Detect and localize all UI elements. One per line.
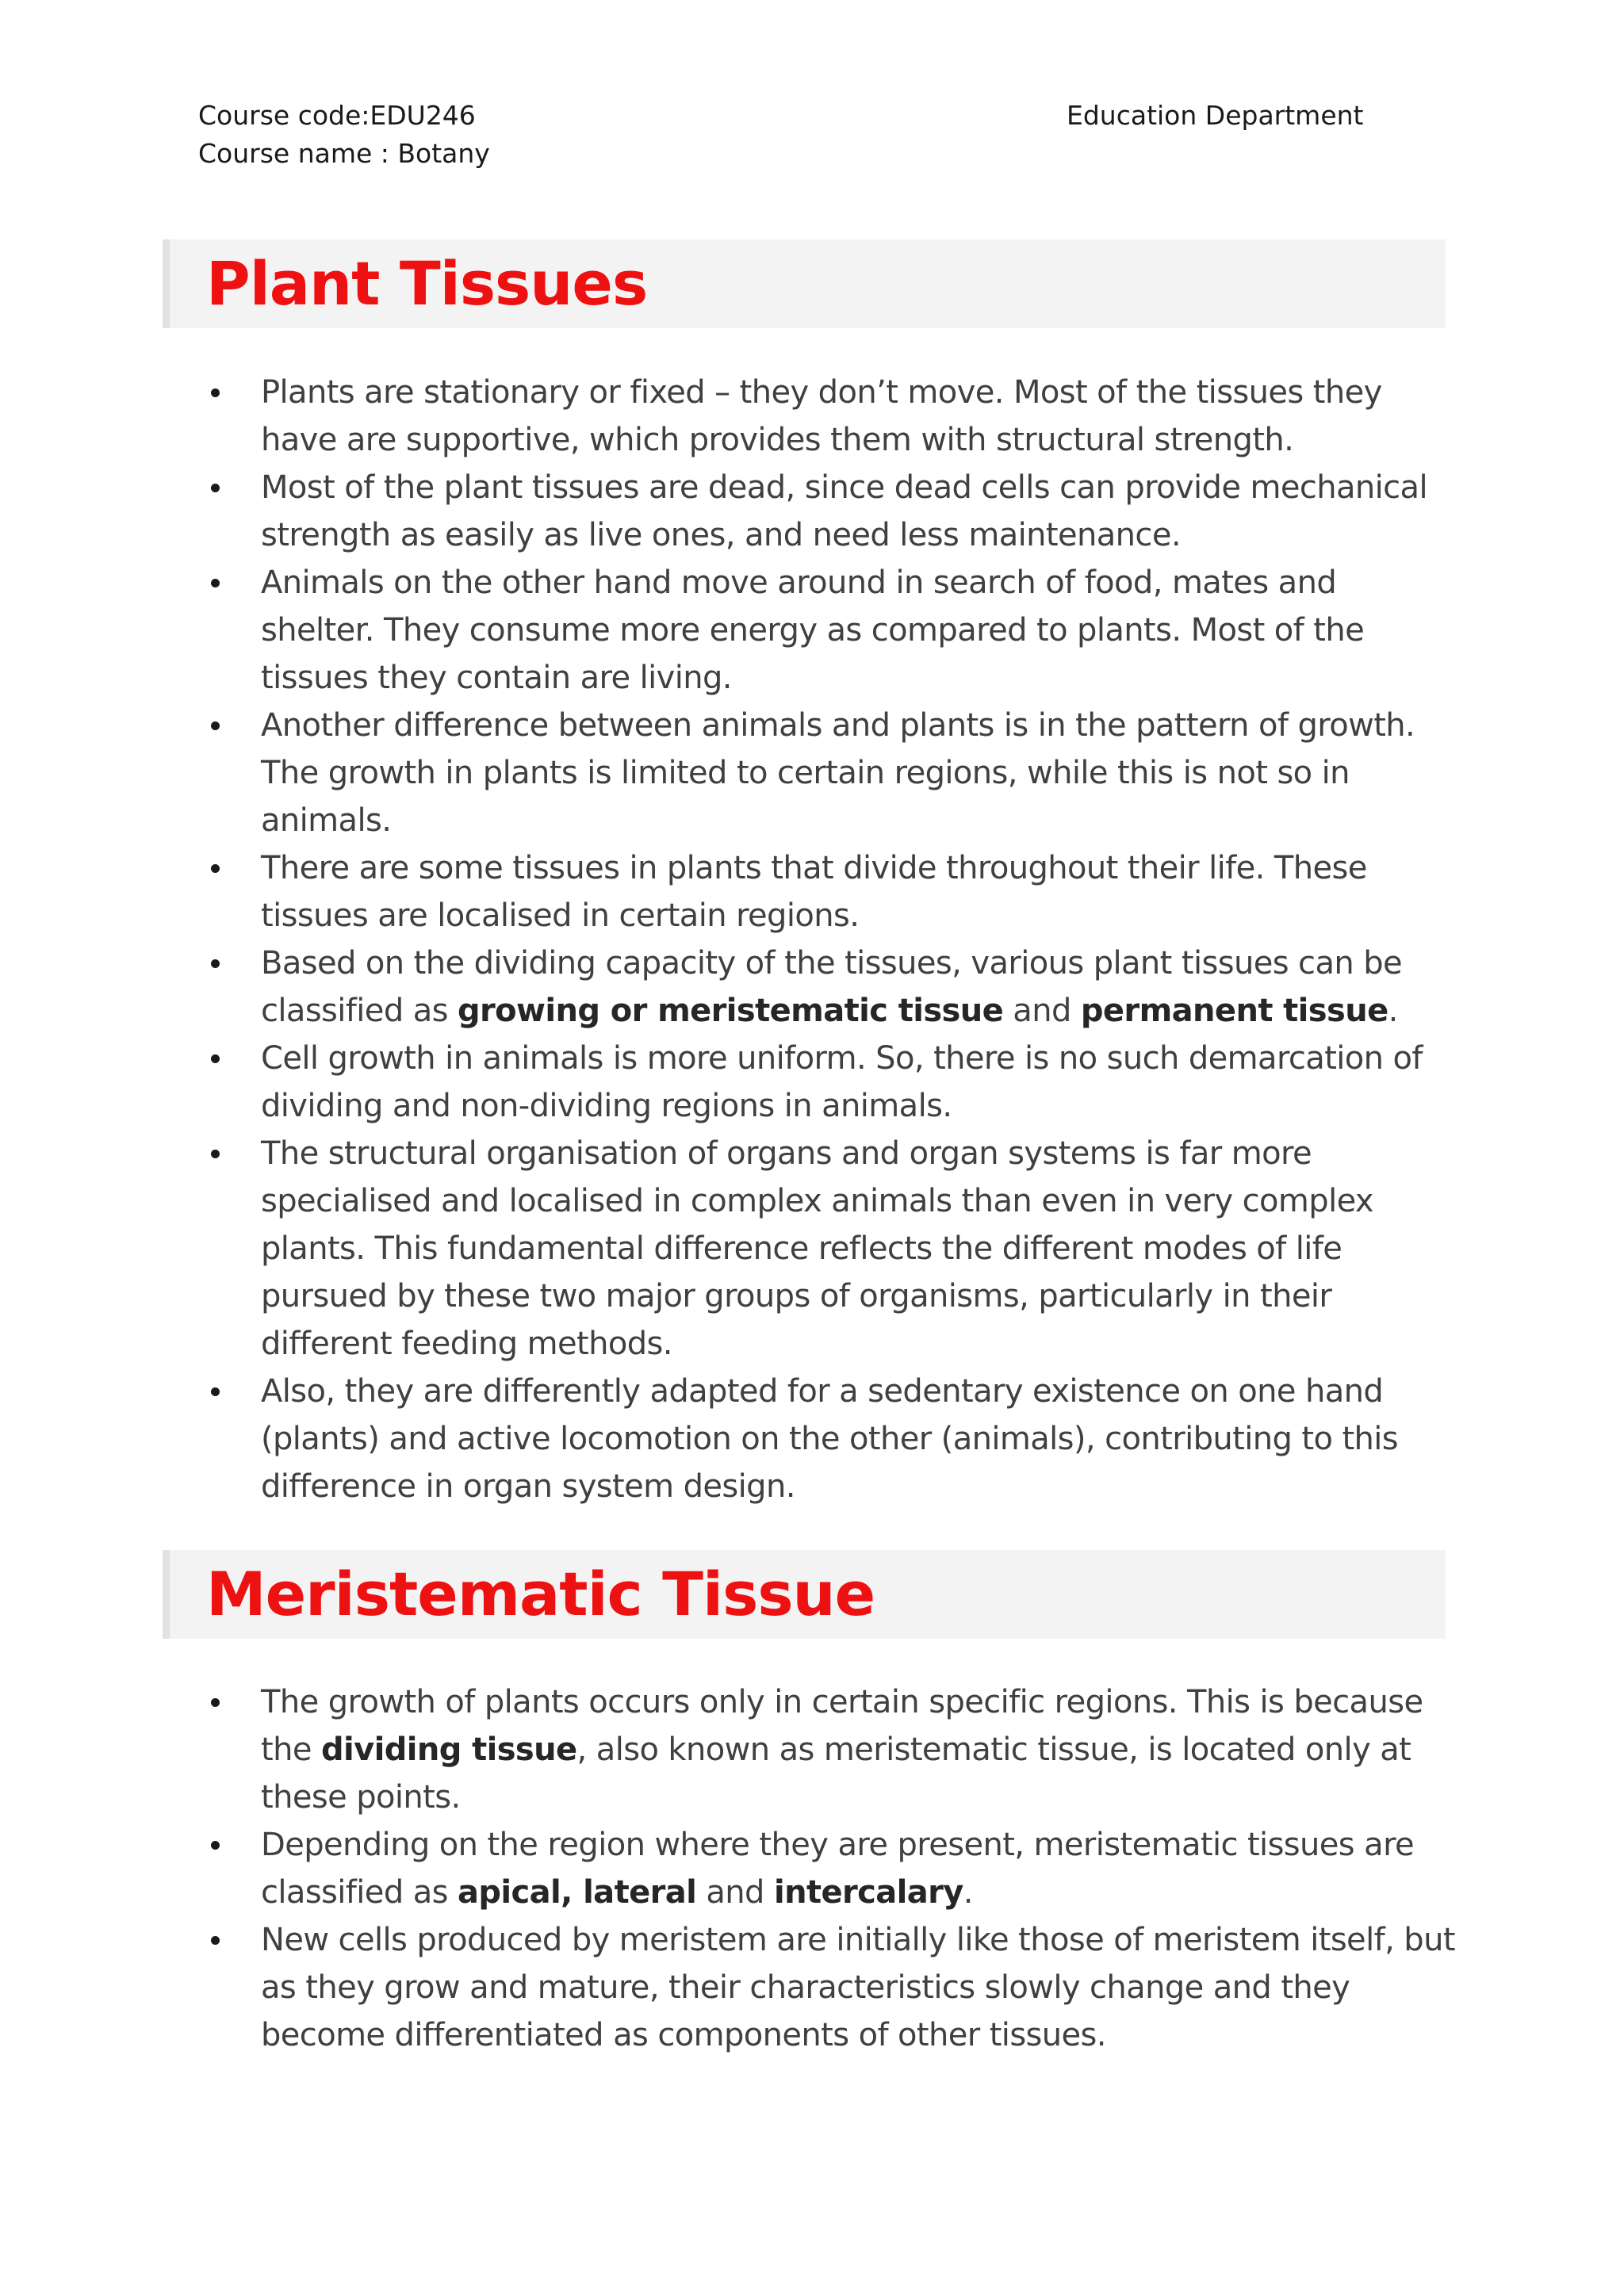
list-item-text: .: [963, 1874, 973, 1911]
list-item: [198, 1368, 1459, 1510]
list-item-text: Plants are stationary or fixed – they don’t move. Most of the tissues they have are supportive, which provides them with structural strength.: [261, 374, 1382, 458]
bullet-dot-icon: [211, 484, 220, 492]
list-item-text: Animals on the other hand move around in search of food, mates and shelter. They consume more energy as compared to plants. Most of the tissues they contain are living.: [261, 564, 1365, 696]
bullet-dot-icon: [211, 1054, 220, 1063]
list-item-text: Another difference between animals and plants is in the pattern of growth. The growth in plants is limited to certain regions, while this is not so in animals.: [261, 707, 1415, 839]
bullet-dot-icon: [211, 959, 220, 968]
section-heading-band: [163, 1550, 1446, 1639]
list-item-text: Cell growth in animals is more uniform. So, there is no such demarcation of dividing and non-dividing regions in animals.: [261, 1040, 1423, 1124]
list-item-text: .: [1388, 993, 1398, 1029]
bold-term: intercalary: [773, 1874, 963, 1911]
bullet-list: [198, 1678, 1459, 2059]
bold-term: growing or meristematic tissue: [458, 993, 1004, 1029]
bullet-dot-icon: [211, 388, 220, 397]
bullet-dot-icon: [211, 864, 220, 873]
list-item: [198, 1678, 1459, 1821]
bullet-dot-icon: [211, 1698, 220, 1707]
list-item-text: , also known as meristematic tissue, is located only at these points.: [261, 1732, 1411, 1816]
list-item: [198, 1035, 1459, 1130]
department-name: Education Department: [1067, 100, 1364, 131]
list-item-text: Most of the plant tissues are dead, since dead cells can provide mechanical strength as easily as live ones, and need less maintenance.: [261, 469, 1427, 553]
list-item-text: Depending on the region where they are present, meristematic tissues are classified as: [261, 1827, 1415, 1911]
list-item: [198, 1916, 1459, 2059]
list-item-text: The growth of plants occurs only in certain specific regions. This is because the: [261, 1684, 1423, 1768]
section-title: Plant Tissues: [206, 248, 648, 319]
bullet-list: [198, 369, 1459, 1510]
list-item: [198, 1821, 1459, 1916]
list-item-text: There are some tissues in plants that divide throughout their life. These tissues are localised in certain regions.: [261, 850, 1367, 934]
list-item: [198, 939, 1459, 1035]
course-info: [198, 97, 490, 173]
section-title: Meristematic Tissue: [206, 1559, 875, 1629]
bold-term: permanent tissue: [1080, 993, 1388, 1029]
list-item: [198, 559, 1459, 702]
bullet-dot-icon: [211, 1936, 220, 1945]
course-name: Course name : Botany: [198, 138, 490, 169]
list-item: [198, 702, 1459, 844]
bold-term: dividing tissue: [320, 1732, 577, 1768]
list-item-text: and: [1003, 993, 1081, 1029]
list-item: [198, 464, 1459, 559]
list-item-text: The structural organisation of organs and organ systems is far more specialised and localised in complex animals than even in very complex plants. This fundamental difference reflects the different modes of life pursued by these two major groups of organisms, particularly in their different feeding methods.: [261, 1135, 1373, 1362]
section-heading-band: [163, 239, 1446, 328]
bullet-dot-icon: [211, 1150, 220, 1158]
bullet-dot-icon: [211, 721, 220, 730]
list-item: [198, 844, 1459, 939]
list-item-text: Based on the dividing capacity of the tissues, various plant tissues can be classified as: [261, 945, 1403, 1029]
bullet-dot-icon: [211, 579, 220, 587]
list-item-text: and: [696, 1874, 774, 1911]
list-item: [198, 1130, 1459, 1368]
list-item: [198, 369, 1459, 464]
bullet-dot-icon: [211, 1841, 220, 1850]
list-item-text: Also, they are differently adapted for a sedentary existence on one hand (plants) and active locomotion on the other (animals), contributing to this difference in organ system design.: [261, 1373, 1399, 1505]
bold-term: apical, lateral: [458, 1874, 697, 1911]
bullet-dot-icon: [211, 1387, 220, 1396]
list-item-text: New cells produced by meristem are initially like those of meristem itself, but as they grow and mature, their characteristics slowly change and they become differentiated as components of other tissues.: [261, 1922, 1455, 2053]
course-code: Course code:EDU246: [198, 100, 476, 131]
